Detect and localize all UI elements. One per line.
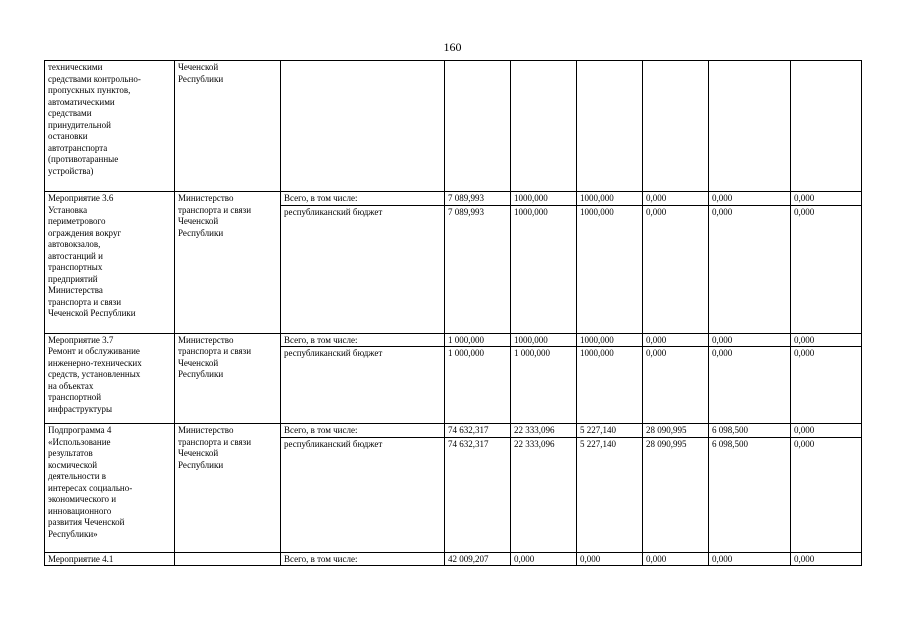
value-cell: 1000,000 bbox=[511, 192, 577, 206]
value-cell: 0,000 bbox=[577, 552, 643, 566]
source-cell bbox=[281, 61, 445, 192]
value-cell: 5 227,140 bbox=[577, 437, 643, 552]
value-cell: 0,000 bbox=[791, 192, 862, 206]
value-cell: 0,000 bbox=[791, 205, 862, 333]
value-cell: 5 227,140 bbox=[577, 424, 643, 438]
value-cell: 1000,000 bbox=[577, 333, 643, 347]
value-cell: 1 000,000 bbox=[511, 347, 577, 424]
executor-cell: Министерство транспорта и связи Чеченской Республики bbox=[175, 333, 281, 424]
value-cell: 6 098,500 bbox=[709, 424, 791, 438]
source-cell: Всего, в том числе: bbox=[281, 333, 445, 347]
value-cell: 74 632,317 bbox=[445, 424, 511, 438]
table-row bbox=[45, 552, 862, 566]
source-cell: республиканский бюджет bbox=[281, 205, 445, 333]
value-cell: 0,000 bbox=[709, 347, 791, 424]
source-cell: республиканский бюджет bbox=[281, 437, 445, 552]
value-cell bbox=[511, 61, 577, 192]
value-cell: 0,000 bbox=[511, 552, 577, 566]
table-row bbox=[45, 333, 862, 347]
source-cell: Всего, в том числе: bbox=[281, 552, 445, 566]
value-cell: 6 098,500 bbox=[709, 437, 791, 552]
activity-name-cell: Мероприятие 3.6 Установка периметрового ограждения вокруг автовокзалов, автостанций и транспортных предприятий Министерства транспорта и связи Чеченской Республики bbox=[45, 192, 175, 334]
activity-name-cell: Мероприятие 4.1 bbox=[45, 552, 175, 566]
value-cell bbox=[709, 61, 791, 192]
value-cell: 0,000 bbox=[709, 205, 791, 333]
value-cell: 1000,000 bbox=[577, 192, 643, 206]
value-cell: 0,000 bbox=[643, 205, 709, 333]
value-cell bbox=[445, 61, 511, 192]
value-cell: 1000,000 bbox=[577, 205, 643, 333]
source-cell: республиканский бюджет bbox=[281, 347, 445, 424]
source-cell: Всего, в том числе: bbox=[281, 192, 445, 206]
budget-table bbox=[44, 60, 862, 566]
source-cell: Всего, в том числе: bbox=[281, 424, 445, 438]
value-cell: 0,000 bbox=[791, 333, 862, 347]
value-cell: 74 632,317 bbox=[445, 437, 511, 552]
value-cell: 0,000 bbox=[643, 192, 709, 206]
value-cell: 0,000 bbox=[643, 552, 709, 566]
value-cell: 0,000 bbox=[791, 347, 862, 424]
value-cell: 0,000 bbox=[643, 333, 709, 347]
value-cell: 0,000 bbox=[709, 192, 791, 206]
table-row bbox=[45, 61, 862, 192]
value-cell: 0,000 bbox=[709, 552, 791, 566]
value-cell: 0,000 bbox=[791, 424, 862, 438]
activity-name-cell: Мероприятие 3.7 Ремонт и обслуживание инженерно-технических средств, установленных на объектах транспортной инфраструктуры bbox=[45, 333, 175, 424]
value-cell: 7 089,993 bbox=[445, 205, 511, 333]
value-cell: 0,000 bbox=[791, 437, 862, 552]
executor-cell: Чеченской Республики bbox=[175, 61, 281, 192]
value-cell: 0,000 bbox=[791, 552, 862, 566]
value-cell: 28 090,995 bbox=[643, 424, 709, 438]
value-cell: 22 333,096 bbox=[511, 437, 577, 552]
value-cell: 7 089,993 bbox=[445, 192, 511, 206]
value-cell: 1 000,000 bbox=[445, 333, 511, 347]
value-cell: 1000,000 bbox=[511, 205, 577, 333]
value-cell bbox=[643, 61, 709, 192]
value-cell: 1 000,000 bbox=[445, 347, 511, 424]
table-row bbox=[45, 424, 862, 438]
executor-cell: Министерство транспорта и связи Чеченской Республики bbox=[175, 192, 281, 334]
value-cell: 0,000 bbox=[643, 347, 709, 424]
executor-cell: Министерство транспорта и связи Чеченской Республики bbox=[175, 424, 281, 553]
value-cell: 42 009,207 bbox=[445, 552, 511, 566]
value-cell: 22 333,096 bbox=[511, 424, 577, 438]
value-cell: 28 090,995 bbox=[643, 437, 709, 552]
activity-name-cell: техническими средствами контрольно- пропускных пунктов, автоматическими средствами принудительной остановки автотранспорта (противотаранные устройства) bbox=[45, 61, 175, 192]
value-cell: 1000,000 bbox=[511, 333, 577, 347]
value-cell: 1000,000 bbox=[577, 347, 643, 424]
page-number: 160 bbox=[443, 40, 462, 54]
value-cell bbox=[577, 61, 643, 192]
executor-cell bbox=[175, 552, 281, 566]
value-cell: 0,000 bbox=[709, 333, 791, 347]
table-row bbox=[45, 192, 862, 206]
value-cell bbox=[791, 61, 862, 192]
activity-name-cell: Подпрограмма 4 «Использование результатов космической деятельности в интересах социально- экономического и инновационного развития Чеченской Республики» bbox=[45, 424, 175, 553]
